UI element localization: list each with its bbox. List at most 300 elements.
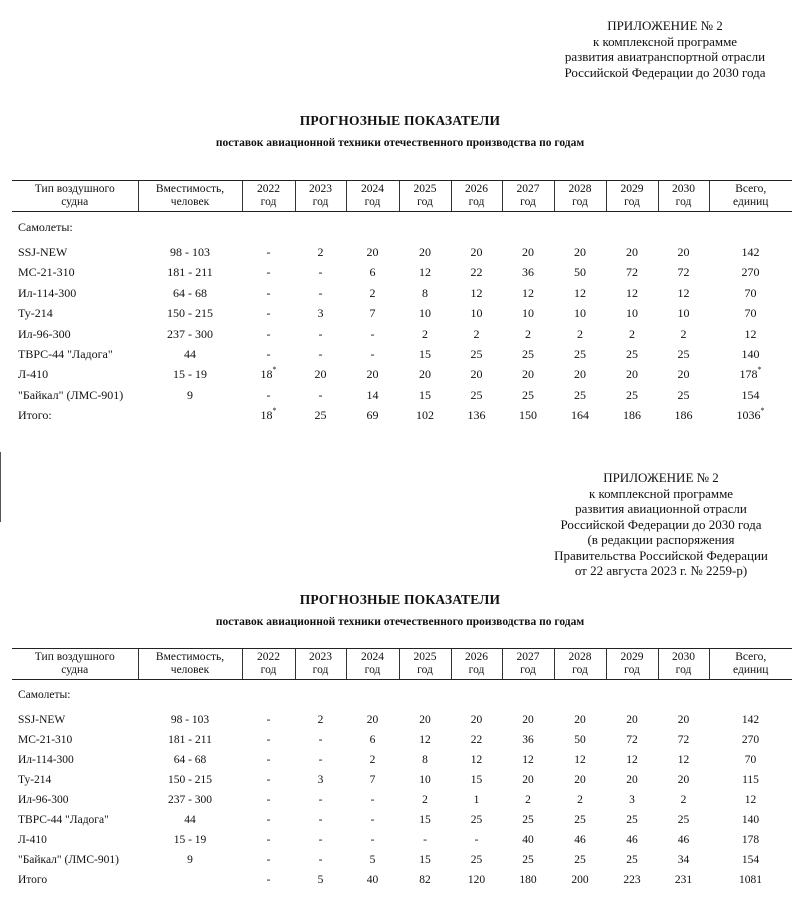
year-value-cell	[242, 770, 295, 790]
capacity-cell	[138, 283, 242, 303]
year-value-cell	[346, 303, 399, 323]
column-header-line: человек	[170, 196, 210, 208]
cell-value: 20	[522, 367, 534, 382]
cell-value: 25	[677, 814, 690, 826]
annex-line: развития авиационной отрасли	[575, 501, 747, 516]
column-header-line: год	[624, 664, 640, 676]
year-value-cell	[451, 262, 502, 282]
cell-value: 46	[626, 834, 638, 846]
cell-value: 10	[419, 774, 431, 786]
cell-value: Ту-214	[18, 774, 52, 786]
year-value-cell	[399, 810, 451, 830]
group-label: Самолеты:	[18, 220, 73, 234]
cell-value: SSJ-NEW	[18, 714, 66, 726]
capacity-cell	[138, 344, 242, 364]
cell-value: 44	[184, 814, 196, 826]
aircraft-type-cell	[12, 242, 138, 262]
year-value-cell	[658, 790, 709, 810]
group-label: Самолеты:	[18, 689, 71, 701]
column-header	[138, 181, 242, 212]
cell-value: 15	[419, 854, 431, 866]
cell-value: -	[318, 834, 323, 846]
total-cell	[709, 870, 792, 890]
cell-value: Ил-96-300	[18, 326, 71, 341]
year-value-cell	[606, 344, 658, 364]
year-value-cell	[451, 364, 502, 384]
column-header	[346, 649, 399, 680]
year-value-cell	[554, 324, 606, 344]
aircraft-type-cell	[12, 283, 138, 303]
cell-value: 18	[260, 367, 273, 382]
column-header-line: год	[572, 664, 588, 676]
cell-value: -	[266, 387, 271, 402]
column-header-line: 2030	[672, 651, 695, 663]
column-header-line: Всего,	[735, 183, 767, 195]
cell-value: -	[318, 794, 323, 806]
column-header	[451, 649, 502, 680]
footnote-mark: *	[272, 406, 277, 416]
column-header-line: 2022	[257, 651, 280, 663]
aircraft-type-cell	[12, 810, 138, 830]
year-value-cell	[502, 870, 554, 890]
column-header-line: 2026	[465, 651, 488, 663]
aircraft-type-cell	[12, 262, 138, 282]
year-value-cell	[451, 405, 502, 425]
capacity-cell	[138, 770, 242, 790]
cell-value: 25	[574, 347, 586, 362]
cell-value: -	[266, 734, 271, 746]
column-header	[658, 181, 709, 212]
cell-value: 20	[366, 714, 379, 726]
cell-value: -	[266, 834, 271, 846]
year-value-cell	[502, 730, 554, 750]
column-header-line: Тип воздушного	[34, 183, 115, 195]
year-value-cell	[554, 750, 606, 770]
year-value-cell	[295, 870, 346, 890]
cell-value: 44	[184, 347, 196, 362]
year-value-cell	[399, 262, 451, 282]
cell-value: 12	[470, 754, 483, 766]
column-header-line: 2028	[568, 651, 592, 663]
capacity-cell	[138, 262, 242, 282]
document-subtitle: поставок авиационной техники отечественного производства по годам	[215, 616, 585, 628]
cell-value: 120	[467, 874, 486, 886]
capacity-cell	[138, 324, 242, 344]
cell-value: 15	[419, 347, 431, 362]
table-row	[12, 303, 792, 323]
aircraft-type-cell	[12, 364, 138, 384]
cell-value: 6	[369, 734, 376, 746]
cell-value: 20	[574, 714, 586, 726]
year-value-cell	[295, 830, 346, 850]
cell-value: 154	[741, 387, 760, 402]
cell-value: -	[266, 814, 271, 826]
total-cell	[709, 850, 792, 870]
cell-value: 20	[419, 367, 431, 382]
cell-value: 181 - 211	[167, 265, 213, 280]
annex-line: Российской Федерации до 2030 года	[564, 64, 766, 80]
year-value-cell	[554, 364, 606, 384]
year-value-cell	[658, 870, 709, 890]
year-value-cell	[242, 790, 295, 810]
aircraft-type-cell	[12, 324, 138, 344]
column-header-line: 2029	[620, 183, 644, 195]
aircraft-type-cell	[12, 730, 138, 750]
year-value-cell	[399, 405, 451, 425]
cell-value: 70	[744, 754, 757, 766]
year-value-cell	[554, 710, 606, 730]
cell-value: 2	[369, 285, 376, 300]
column-header-line: год	[260, 196, 277, 208]
cell-value: 25	[626, 347, 638, 362]
cell-value: 142	[741, 245, 760, 259]
year-value-cell	[554, 344, 606, 364]
document-subtitle: поставок авиационной техники отечественного производства по годам	[215, 137, 585, 149]
year-value-cell	[346, 405, 399, 425]
cell-value: -	[370, 326, 375, 341]
total-cell	[709, 283, 792, 303]
year-value-cell	[658, 750, 709, 770]
cell-value: 231	[674, 874, 693, 886]
year-value-cell	[242, 242, 295, 262]
year-value-cell	[346, 810, 399, 830]
cell-value: 140	[741, 814, 760, 826]
cell-value: 36	[522, 734, 534, 746]
column-header-line: единиц	[733, 664, 769, 676]
aircraft-type-cell	[12, 344, 138, 364]
cell-value: 154	[741, 854, 760, 866]
annex-line: ПРИЛОЖЕНИЕ № 2	[607, 18, 723, 33]
cell-value: 10	[470, 306, 483, 321]
cell-value: 20	[626, 714, 638, 726]
aircraft-type-cell	[12, 770, 138, 790]
cell-value: 12	[626, 754, 638, 766]
aircraft-type-cell	[12, 850, 138, 870]
cell-value: 46	[677, 834, 690, 846]
cell-value: -	[318, 387, 323, 402]
table-header-row	[12, 649, 792, 680]
year-value-cell	[658, 770, 709, 790]
cell-value: -	[318, 754, 323, 766]
year-value-cell	[554, 810, 606, 830]
cell-value: 270	[741, 734, 760, 746]
cell-value: МС-21-310	[18, 265, 75, 280]
year-value-cell	[658, 710, 709, 730]
aircraft-type-cell	[12, 710, 138, 730]
cell-value: 2	[525, 794, 531, 806]
cell-value: 8	[422, 285, 428, 300]
cell-value: 15 - 19	[173, 367, 207, 382]
cell-value: 2	[422, 326, 428, 341]
year-value-cell	[242, 830, 295, 850]
total-cell	[709, 790, 792, 810]
year-value-cell	[658, 830, 709, 850]
year-value-cell	[554, 870, 606, 890]
column-header	[606, 181, 658, 212]
year-value-cell	[554, 303, 606, 323]
year-value-cell	[295, 385, 346, 405]
column-header	[502, 181, 554, 212]
total-cell	[709, 710, 792, 730]
forecast-table	[12, 648, 792, 890]
year-value-cell	[295, 405, 346, 425]
year-value-cell	[295, 303, 346, 323]
annex-header	[540, 18, 790, 80]
year-value-cell	[451, 710, 502, 730]
cell-value: 64 - 68	[173, 285, 207, 300]
year-value-cell	[399, 730, 451, 750]
year-value-cell	[242, 870, 295, 890]
year-value-cell	[451, 790, 502, 810]
cell-value: ТВРС-44 "Ладога"	[18, 814, 109, 826]
year-value-cell	[606, 790, 658, 810]
year-value-cell	[242, 262, 295, 282]
year-value-cell	[399, 790, 451, 810]
cell-value: 2	[577, 794, 583, 806]
year-value-cell	[451, 810, 502, 830]
year-value-cell	[451, 770, 502, 790]
year-value-cell	[502, 405, 554, 425]
capacity-cell	[138, 405, 242, 425]
year-value-cell	[606, 830, 658, 850]
column-header-line: год	[260, 664, 277, 676]
cell-value: -	[266, 285, 271, 300]
column-header-line: 2024	[361, 651, 384, 663]
aircraft-type-cell	[12, 750, 138, 770]
cell-value: 2	[473, 326, 480, 341]
column-header	[709, 649, 792, 680]
total-cell	[709, 405, 792, 425]
cell-value: 186	[623, 408, 641, 423]
cell-value: 25	[626, 387, 638, 402]
cell-value: 69	[366, 408, 379, 423]
cell-value: 20	[470, 367, 483, 382]
cell-value: 20	[366, 245, 379, 259]
cell-value: 34	[677, 854, 690, 866]
cell-value: 5	[369, 854, 376, 866]
column-header	[451, 181, 502, 212]
cell-value: -	[318, 814, 323, 826]
cell-value: 82	[419, 874, 431, 886]
year-value-cell	[554, 830, 606, 850]
cell-value: 20	[574, 774, 586, 786]
year-value-cell	[346, 385, 399, 405]
cell-value: 12	[677, 754, 690, 766]
column-header	[346, 181, 399, 212]
cell-value: 98 - 103	[170, 245, 210, 259]
table-row	[12, 790, 792, 810]
year-value-cell	[346, 283, 399, 303]
cell-value: 223	[623, 874, 641, 886]
year-value-cell	[295, 242, 346, 262]
table-row	[12, 405, 792, 425]
document-title-block	[0, 592, 800, 628]
year-value-cell	[399, 324, 451, 344]
aircraft-type-cell	[12, 790, 138, 810]
column-header-line: единиц	[733, 196, 769, 208]
year-value-cell	[399, 710, 451, 730]
cell-value: 136	[467, 408, 486, 423]
column-header-line: 2029	[620, 651, 644, 663]
cell-value: 25	[470, 387, 483, 402]
aircraft-type-cell	[12, 303, 138, 323]
cell-value: "Байкал" (ЛМС-901)	[18, 387, 124, 402]
cell-value: 25	[522, 347, 534, 362]
cell-value: -	[370, 834, 375, 846]
cell-value: 12	[522, 285, 534, 300]
year-value-cell	[451, 242, 502, 262]
document-title-block	[0, 113, 800, 149]
cell-value: 10	[574, 306, 586, 321]
cell-value: 25	[574, 854, 586, 866]
capacity-cell	[138, 790, 242, 810]
column-header-line: год	[572, 196, 588, 208]
cell-value: 20	[366, 367, 379, 382]
table-row	[12, 750, 792, 770]
cell-value: 22	[470, 734, 483, 746]
cell-value: 140	[741, 347, 760, 362]
year-value-cell	[606, 242, 658, 262]
year-value-cell	[658, 730, 709, 750]
column-header-line: год	[520, 664, 536, 676]
column-header	[295, 649, 346, 680]
cell-value: 12	[744, 794, 757, 806]
year-value-cell	[346, 770, 399, 790]
table-row	[12, 344, 792, 364]
cell-value: 10	[522, 306, 534, 321]
cell-value: 3	[317, 774, 324, 786]
cell-value: 20	[574, 367, 586, 382]
cell-value: 9	[187, 387, 193, 402]
cell-value: 2	[680, 326, 687, 341]
cell-value: 12	[626, 285, 638, 300]
cell-value: 1036	[736, 408, 761, 423]
table-row	[12, 850, 792, 870]
cell-value: 72	[626, 734, 638, 746]
aircraft-type-cell	[12, 830, 138, 850]
cell-value: 12	[522, 754, 534, 766]
column-header	[399, 181, 451, 212]
cell-value: 12	[574, 754, 586, 766]
cell-value: -	[266, 754, 271, 766]
column-header-line: год	[675, 196, 692, 208]
cell-value: 9	[187, 854, 193, 866]
year-value-cell	[242, 850, 295, 870]
year-value-cell	[346, 262, 399, 282]
footnote-mark: *	[757, 365, 762, 375]
year-value-cell	[295, 710, 346, 730]
year-value-cell	[658, 810, 709, 830]
year-value-cell	[502, 344, 554, 364]
cell-value: 102	[416, 408, 434, 423]
cell-value: -	[318, 265, 323, 280]
cell-value: 142	[741, 714, 760, 726]
total-cell	[709, 770, 792, 790]
cell-value: Ил-114-300	[18, 285, 77, 300]
cell-value: 25	[470, 814, 483, 826]
cell-value: Итого:	[18, 408, 52, 423]
column-header-line: Вместимость,	[155, 651, 225, 663]
year-value-cell	[606, 770, 658, 790]
cell-value: -	[266, 794, 271, 806]
year-value-cell	[606, 262, 658, 282]
column-header-line: Всего,	[735, 651, 767, 663]
column-header-line: 2026	[465, 183, 488, 195]
cell-value: 8	[422, 754, 428, 766]
year-value-cell	[242, 710, 295, 730]
year-value-cell	[502, 810, 554, 830]
year-value-cell	[502, 324, 554, 344]
total-cell	[709, 303, 792, 323]
total-cell	[709, 242, 792, 262]
table-row	[12, 364, 792, 384]
cell-value: 25	[677, 387, 690, 402]
cell-value: 72	[677, 734, 690, 746]
annex-header	[530, 470, 792, 579]
year-value-cell	[242, 364, 295, 384]
year-value-cell	[242, 750, 295, 770]
cell-value: 20	[419, 714, 431, 726]
column-header-line: человек	[170, 664, 210, 676]
cell-value: 25	[470, 854, 483, 866]
table-row	[12, 385, 792, 405]
year-value-cell	[658, 364, 709, 384]
cell-value: 15	[419, 814, 431, 826]
column-header	[12, 181, 138, 212]
year-value-cell	[502, 830, 554, 850]
cell-value: 10	[677, 306, 690, 321]
cell-value: 178	[741, 834, 760, 846]
cell-value: -	[474, 834, 479, 846]
cell-value: 25	[626, 814, 638, 826]
cell-value: 25	[314, 408, 327, 423]
year-value-cell	[399, 364, 451, 384]
year-value-cell	[242, 730, 295, 750]
cell-value: "Байкал" (ЛМС-901)	[18, 854, 119, 866]
cell-value: -	[266, 347, 271, 362]
cell-value: 3	[317, 306, 324, 321]
year-value-cell	[658, 242, 709, 262]
year-value-cell	[451, 870, 502, 890]
year-value-cell	[399, 850, 451, 870]
cell-value: 14	[366, 387, 379, 402]
table-row	[12, 870, 792, 890]
year-value-cell	[451, 750, 502, 770]
year-value-cell	[502, 770, 554, 790]
year-value-cell	[451, 303, 502, 323]
cell-value: 18	[260, 408, 273, 423]
cell-value: 70	[744, 306, 757, 321]
column-header	[554, 181, 606, 212]
column-header	[502, 649, 554, 680]
year-value-cell	[451, 850, 502, 870]
year-value-cell	[606, 850, 658, 870]
capacity-cell	[138, 385, 242, 405]
year-value-cell	[554, 385, 606, 405]
year-value-cell	[502, 283, 554, 303]
footnote-mark: *	[760, 406, 765, 416]
cell-value: -	[266, 245, 271, 259]
year-value-cell	[606, 750, 658, 770]
total-cell	[709, 730, 792, 750]
cell-value: 98 - 103	[170, 714, 210, 726]
year-value-cell	[346, 790, 399, 810]
year-value-cell	[346, 870, 399, 890]
table-row	[12, 830, 792, 850]
year-value-cell	[502, 750, 554, 770]
aircraft-type-cell	[12, 385, 138, 405]
cell-value: 20	[470, 714, 483, 726]
